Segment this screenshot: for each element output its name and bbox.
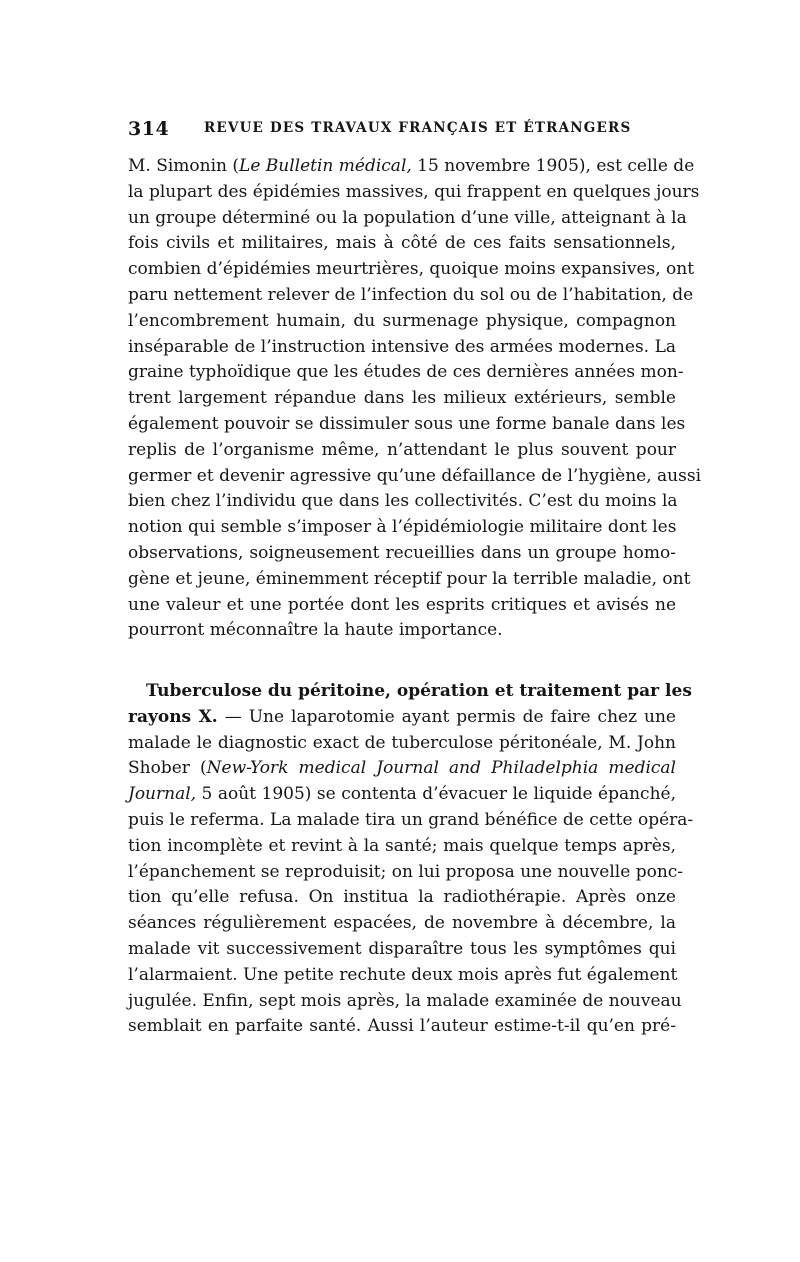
text-line: séances régulièrement espacées, de novembre à décembre, la bbox=[128, 913, 676, 934]
text-line: rayons X. — Une laparotomie ayant permis de faire chez une bbox=[128, 706, 676, 727]
text-line: pourront méconnaître la haute importance. bbox=[128, 620, 503, 641]
paragraph-tuberculosis bbox=[128, 679, 694, 1040]
text-line: jugulée. Enfin, sept mois après, la malade examinée de nouveau bbox=[128, 990, 682, 1011]
page-header bbox=[128, 118, 676, 144]
text-line: inséparable de l’instruction intensive des armées modernes. La bbox=[128, 336, 676, 357]
text-line: malade le diagnostic exact de tuberculose péritonéale, M. John bbox=[128, 732, 676, 753]
journal-title: Journal, bbox=[128, 784, 197, 805]
text-line: tion qu’elle refusa. On institua la radiothérapie. Après onze bbox=[128, 887, 676, 908]
text-line: une valeur et une portée dont les esprits critiques et avisés ne bbox=[128, 594, 676, 615]
text-line: notion qui semble s’imposer à l’épidémiologie militaire dont les bbox=[128, 517, 677, 538]
text-line: Journal, 5 août 1905) se contenta d’évacuer le liquide épanché, bbox=[128, 784, 676, 805]
section-heading: Tuberculose du péritoine, opération et traitement par les bbox=[146, 681, 692, 701]
text-line: malade vit successivement disparaître tous les symptômes qui bbox=[128, 938, 676, 959]
text-line: l’alarmaient. Une petite rechute deux mois après fut également bbox=[128, 964, 678, 985]
text-line: l’encombrement humain, du surmenage physique, compagnon bbox=[128, 310, 676, 331]
text-line: fois civils et militaires, mais à côté de ces faits sensationnels, bbox=[128, 233, 676, 254]
text-line: semblait en parfaite santé. Aussi l’auteur estime-t-il qu’en pré- bbox=[128, 1016, 676, 1037]
text-line: Shober (New-York medical Journal and Philadelphia medical bbox=[128, 758, 676, 779]
text-line: bien chez l’individu que dans les collectivités. C’est du moins la bbox=[128, 491, 678, 512]
text-line: observations, soigneusement recueillies dans un groupe homo- bbox=[128, 542, 676, 563]
text-line: replis de l’organisme même, n’attendant le plus souvent pour bbox=[128, 439, 676, 460]
text-line: la plupart des épidémies massives, qui frappent en quelques jours bbox=[128, 181, 700, 202]
paragraph-epidemiology bbox=[128, 154, 702, 644]
text-line: paru nettement relever de l’infection du sol ou de l’habitation, de bbox=[128, 284, 694, 305]
text-line: gène et jeune, éminemment réceptif pour la terrible maladie, ont bbox=[128, 568, 691, 589]
text-line: combien d’épidémies meurtrières, quoique moins expansives, ont bbox=[128, 259, 695, 280]
text-line: graine typhoïdique que les études de ces dernières années mon- bbox=[128, 362, 684, 383]
text-line: également pouvoir se dissimuler sous une forme banale dans les bbox=[128, 413, 686, 434]
journal-title: New-York medical Journal and Philadelphia medical bbox=[206, 758, 676, 779]
text-line: trent largement répandue dans les milieux extérieurs, semble bbox=[128, 388, 676, 409]
section-heading-end: rayons X. bbox=[128, 706, 218, 727]
text-line: un groupe déterminé ou la population d’une ville, atteignant à la bbox=[128, 207, 687, 228]
text-line: puis le referma. La malade tira un grand bénéfice de cette opéra- bbox=[128, 809, 694, 830]
text-line: l’épanchement se reproduisit; on lui proposa une nouvelle ponc- bbox=[128, 861, 684, 882]
text-line: germer et devenir agressive qu’une défaillance de l’hygiène, aussi bbox=[128, 465, 702, 486]
text-line: M. Simonin (Le Bulletin médical, 15 novembre 1905), est celle de bbox=[128, 156, 695, 176]
text-line: tion incomplète et revint à la santé; mais quelque temps après, bbox=[128, 835, 676, 856]
page-number: 314 bbox=[128, 118, 170, 140]
running-head: REVUE DES TRAVAUX FRANÇAIS ET ÉTRANGERS bbox=[204, 120, 632, 136]
journal-title: Le Bulletin médical, bbox=[239, 156, 412, 176]
